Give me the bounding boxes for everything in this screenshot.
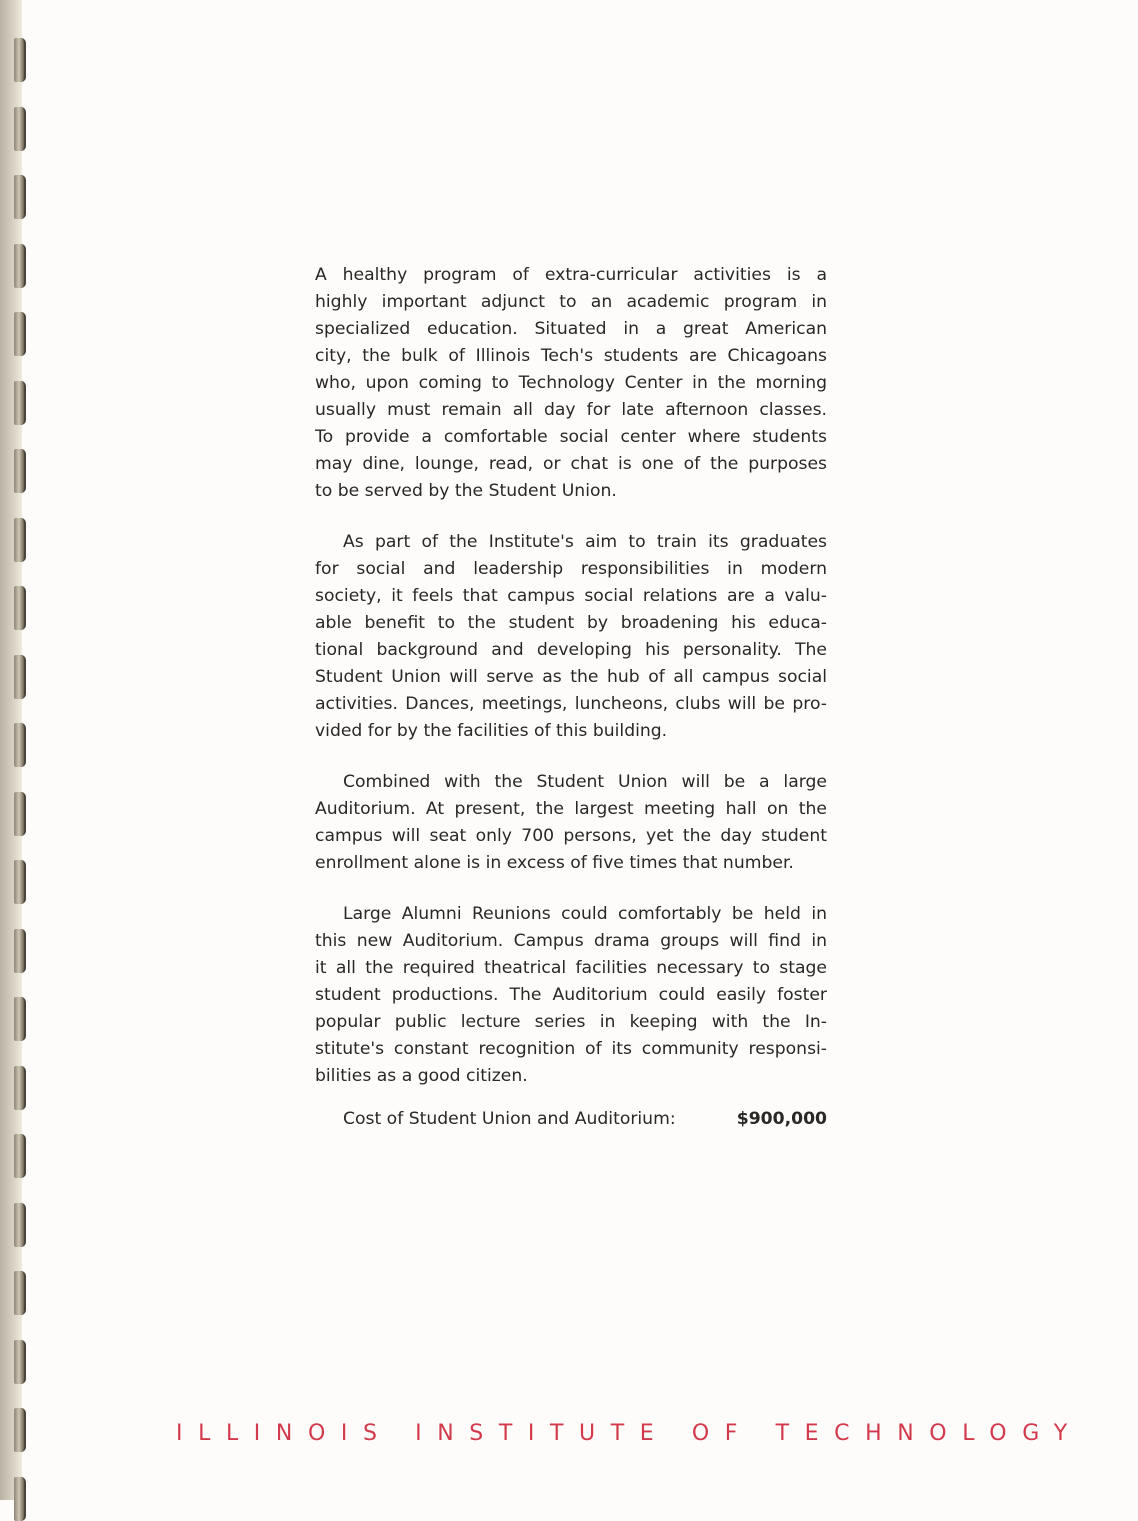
cost-label: Cost of Student Union and Auditorium: [343,1109,676,1129]
text-line: city, the bulk of Illinois Tech's students are Chicagoans [315,346,827,366]
text-line: tional background and developing his personality. The [315,640,827,660]
text-line: may dine, lounge, read, or chat is one of the purposes [315,454,827,474]
text-line: this new Auditorium. Campus drama groups will find in [315,931,827,951]
binding-ring [14,1408,26,1452]
text-line: A healthy program of extra-curricular activities is a [315,265,827,285]
text-line: vided for by the facilities of this building. [315,721,668,741]
binding-ring [14,997,26,1041]
text-line: able benefit to the student by broadening his educa- [315,613,827,633]
body-text [315,262,827,1114]
paragraph [315,901,827,1090]
text-line: stitute's constant recognition of its community responsi- [315,1039,827,1059]
text-line: popular public lecture series in keeping with the In- [315,1012,827,1032]
binding-ring [14,1134,26,1178]
binding-ring [14,312,26,356]
binding-ring [14,723,26,767]
text-line: Student Union will serve as the hub of all campus social [315,667,827,687]
binding-ring [14,929,26,973]
binding-ring [14,1271,26,1315]
cost-line [343,1109,827,1129]
spiral-binding [0,0,22,1500]
text-line: specialized education. Situated in a great American [315,319,827,339]
binding-ring [14,860,26,904]
footer-institution-name: ILLINOIS INSTITUTE OF TECHNOLOGY [176,1421,1083,1446]
paragraph [315,262,827,505]
binding-ring [14,175,26,219]
paragraph [315,529,827,745]
binding-ring [14,107,26,151]
binding-ring [14,586,26,630]
binding-ring [14,244,26,288]
binding-ring [14,449,26,493]
text-line: who, upon coming to Technology Center in the morning [315,373,827,393]
text-line: for social and leadership responsibilities in modern [315,559,827,579]
text-line: activities. Dances, meetings, luncheons, clubs will be pro- [315,694,827,714]
text-line: Combined with the Student Union will be a large [343,772,827,792]
text-line: usually must remain all day for late afternoon classes. [315,400,827,420]
paragraph [315,769,827,877]
text-line: enrollment alone is in excess of five times that number. [315,853,794,873]
text-line: it all the required theatrical facilities necessary to stage [315,958,827,978]
text-line: Auditorium. At present, the largest meeting hall on the [315,799,827,819]
binding-ring [14,381,26,425]
text-line: campus will seat only 700 persons, yet the day student [315,826,827,846]
text-line: highly important adjunct to an academic program in [315,292,827,312]
binding-ring [14,1203,26,1247]
binding-ring [14,1066,26,1110]
binding-ring [14,518,26,562]
binding-ring [14,655,26,699]
binding-ring [14,1340,26,1384]
text-line: Large Alumni Reunions could comfortably be held in [343,904,827,924]
text-line: To provide a comfortable social center where students [315,427,827,447]
cost-amount: $900,000 [736,1109,827,1129]
binding-ring [14,792,26,836]
binding-ring [14,38,26,82]
binding-ring [14,1477,26,1521]
text-line: student productions. The Auditorium could easily foster [315,985,827,1005]
text-line: As part of the Institute's aim to train its graduates [343,532,827,552]
text-line: bilities as a good citizen. [315,1066,528,1086]
text-line: society, it feels that campus social relations are a valu- [315,586,827,606]
text-line: to be served by the Student Union. [315,481,617,501]
